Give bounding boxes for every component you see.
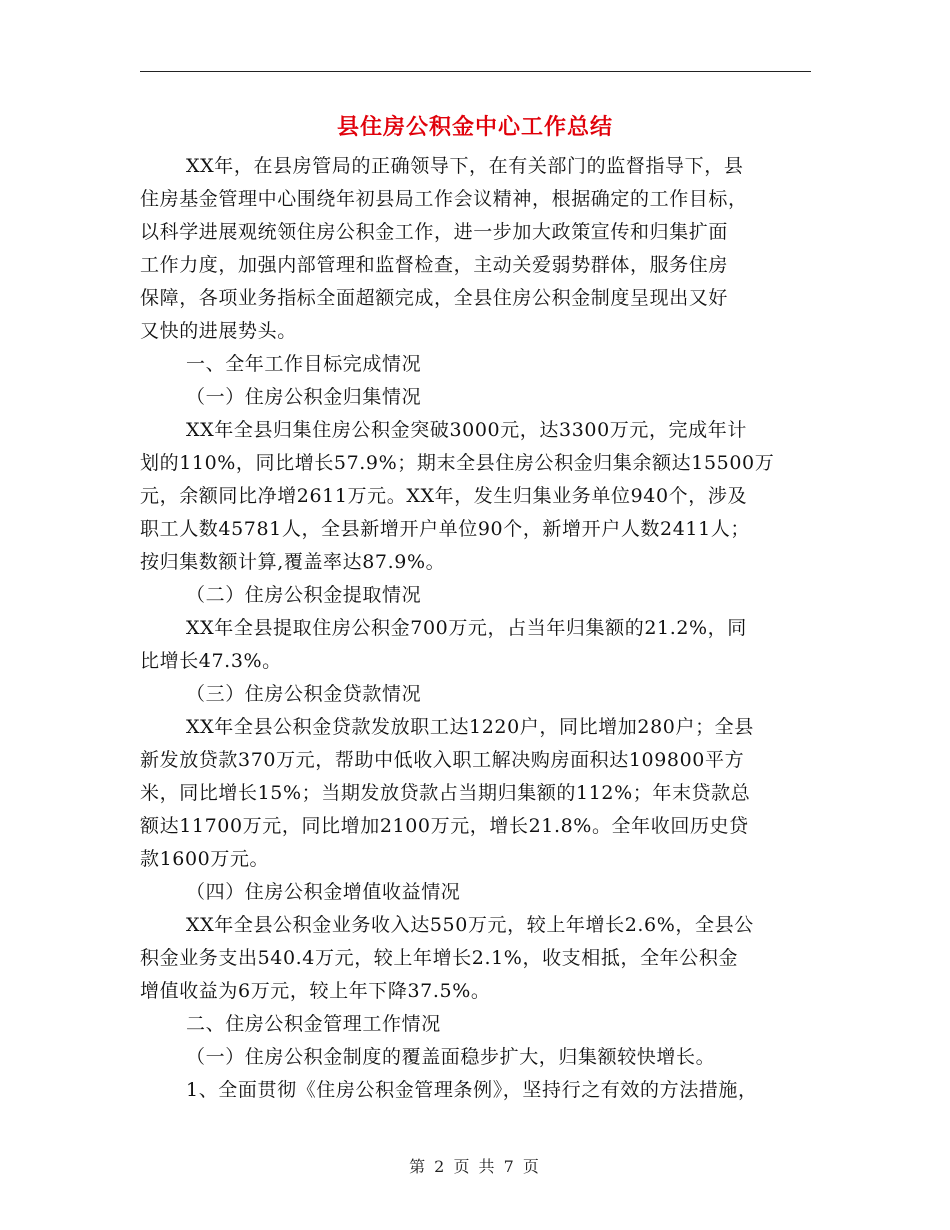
header-rule <box>140 71 811 72</box>
paragraph <box>140 612 812 678</box>
paragraph <box>140 711 812 876</box>
paragraph <box>140 1074 812 1107</box>
text-line: XX年全县归集住房公积金突破3000元，达3300万元，完成年计 <box>186 419 747 441</box>
text-line: 又快的进展势头。 <box>140 320 297 342</box>
text-line: （三）住房公积金贷款情况 <box>186 683 422 705</box>
text-line: 增值收益为6万元，较上年下降37.5%。 <box>140 980 491 1002</box>
text-line: （一）住房公积金制度的覆盖面稳步扩大，归集额较快增长。 <box>186 1046 716 1068</box>
paragraph <box>140 150 812 348</box>
text-line: XX年，在县房管局的正确领导下，在有关部门的监督指导下，县 <box>186 155 744 177</box>
text-line: 1、全面贯彻《住房公积金管理条例》，坚持行之有效的方法措施， <box>186 1079 758 1101</box>
text-line: （四）住房公积金增值收益情况 <box>186 881 461 903</box>
paragraph <box>140 876 812 909</box>
text-line: XX年全县公积金业务收入达550万元，较上年增长2.6%，全县公 <box>186 914 754 936</box>
paragraph <box>140 414 812 579</box>
text-line: XX年全县提取住房公积金700万元，占当年归集额的21.2%，同 <box>186 617 747 639</box>
paragraph <box>140 1041 812 1074</box>
text-line: 按归集数额计算,覆盖率达87.9%。 <box>140 551 446 573</box>
text-line: 款1600万元。 <box>140 848 270 870</box>
text-line: 职工人数45781人，全县新增开户单位90个，新增开户人数2411人； <box>140 518 750 540</box>
paragraph <box>140 348 812 381</box>
text-line: 比增长47.3%。 <box>140 650 282 672</box>
text-line: 二、住房公积金管理工作情况 <box>186 1013 441 1035</box>
text-line: 新发放贷款370万元，帮助中低收入职工解决购房面积达109800平方 <box>140 749 745 771</box>
paragraph <box>140 678 812 711</box>
text-line: 保障，各项业务指标全面超额完成，全县住房公积金制度呈现出又好 <box>140 287 729 309</box>
text-line: 工作力度，加强内部管理和监督检查，主动关爱弱势群体，服务住房 <box>140 254 729 276</box>
text-line: （一）住房公积金归集情况 <box>186 386 422 408</box>
paragraph <box>140 1008 812 1041</box>
text-line: 额达11700万元，同比增加2100万元，增长21.8%。全年收回历史贷 <box>140 815 749 837</box>
paragraph <box>140 579 812 612</box>
text-line: XX年全县公积金贷款发放职工达1220户，同比增加280户；全县 <box>186 716 754 738</box>
document-body <box>140 150 812 1107</box>
text-line: （二）住房公积金提取情况 <box>186 584 422 606</box>
text-line: 积金业务支出540.4万元，较上年增长2.1%，收支相抵，全年公积金 <box>140 947 739 969</box>
text-line: 元，余额同比净增2611万元。XX年，发生归集业务单位940个，涉及 <box>140 485 748 507</box>
paragraph <box>140 909 812 1008</box>
document-title: 县住房公积金中心工作总结 <box>336 115 613 140</box>
text-line: 划的110%，同比增长57.9%；期末全县住房公积金归集余额达15500万 <box>140 452 775 474</box>
text-line: 米，同比增长15%；当期发放贷款占当期归集额的112%；年末贷款总 <box>140 782 751 804</box>
text-line: 以科学进展观统领住房公积金工作，进一步加大政策宣传和归集扩面 <box>140 221 729 243</box>
page-footer: 第 2 页 共 7 页 <box>409 1157 541 1176</box>
text-line: 一、全年工作目标完成情况 <box>186 353 422 375</box>
paragraph <box>140 381 812 414</box>
text-line: 住房基金管理中心围绕年初县局工作会议精神，根据确定的工作目标， <box>140 188 748 210</box>
